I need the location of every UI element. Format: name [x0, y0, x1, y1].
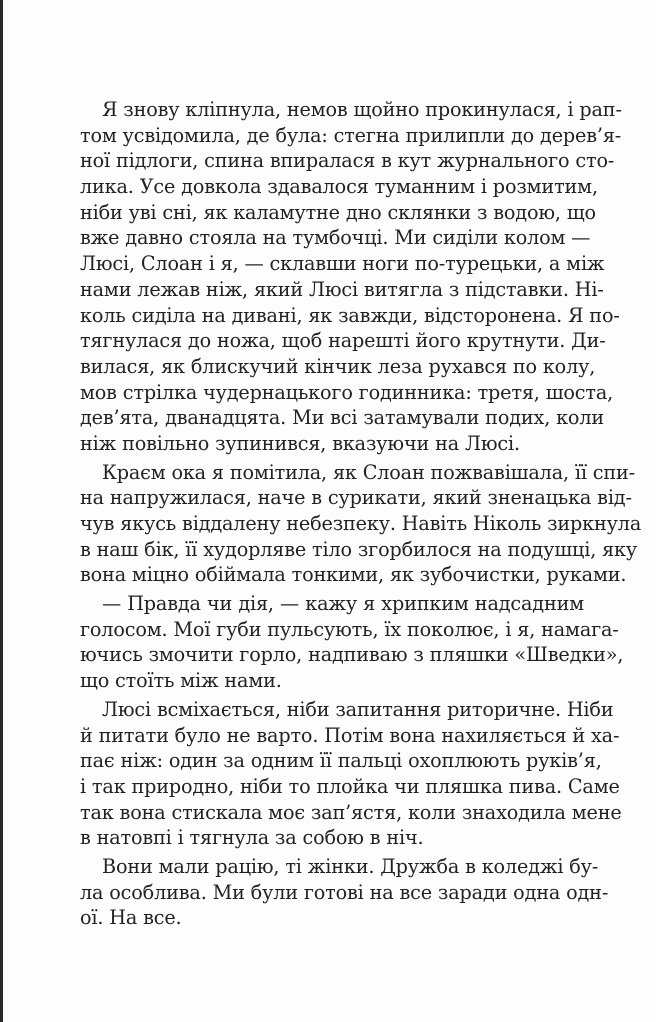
body-text: [80, 97, 642, 934]
text-line: нами лежав ніж, який Люсі витягла з підставки. Ні-: [80, 277, 604, 301]
paragraph: [80, 697, 622, 851]
text-line: Люсі, Слоан і я, — склавши ноги по-турецьки, а між: [80, 252, 605, 276]
text-line: й питати було не варто. Потім вона нахиляється й ха-: [80, 723, 620, 747]
text-line: ніж повільно зупинився, вказуючи на Люсі.: [80, 431, 520, 455]
text-line: вже давно стояла на тумбочці. Ми сиділи колом —: [80, 226, 591, 250]
text-line: вона міцно обіймала тонкими, як зубочистки, руками.: [80, 563, 627, 587]
text-line: Краєм ока я помітила, як Слоан пожвавішала, її спи-: [102, 460, 636, 484]
text-line: що стоїть між нами.: [80, 669, 282, 693]
text-line: Вони мали рацію, ті жінки. Дружба в коледжі бу-: [102, 854, 599, 878]
text-line: мов стрілка чудернацького годинника: третя, шоста,: [80, 380, 614, 404]
paragraph: [80, 591, 624, 694]
text-line: пає ніж: один за одним її пальці охоплюють руків’я,: [80, 749, 602, 773]
paragraph: [80, 460, 642, 588]
text-line: ла особлива. Ми були готові на все заради одна одн-: [80, 880, 609, 904]
text-line: — Правда чи дія, — кажу я хрипким надсадним: [102, 592, 584, 616]
text-line: ніби уві сні, як каламутне дно склянки з водою, що: [80, 200, 596, 224]
paragraph: [80, 854, 609, 931]
text-line: ної підлоги, спина впиралася в кут журнального сто-: [80, 149, 615, 173]
text-line: Люсі всміхається, ніби запитання риторичне. Ніби: [102, 697, 614, 721]
text-line: чув якусь віддалену небезпеку. Навіть Ніколь зиркнула: [80, 512, 642, 535]
text-line: і так природно, ніби то плойка чи пляшка пива. Саме: [80, 774, 620, 798]
text-line: коль сиділа на дивані, як завжди, відсторонена. Я по-: [80, 303, 620, 327]
text-line: лика. Усе довкола здавалося туманним і розмитим,: [80, 175, 598, 199]
text-line: Я знову кліпнула, немов щойно прокинулася, і рап-: [102, 98, 622, 121]
text-line: ючись змочити горло, надпиваю з пляшки «Шведки»,: [80, 643, 624, 667]
text-line: тягнулася до ножа, щоб нарешті його крутнути. Ди-: [80, 329, 606, 353]
text-line: в натовпі і тягнула за собою в ніч.: [80, 826, 424, 850]
text-line: ої. На все.: [80, 906, 182, 930]
page-edge: [0, 0, 3, 1022]
text-line: том усвідомила, де була: стегна прилипли до дерев’я-: [80, 123, 622, 147]
text-line: вилася, як блискучий кінчик леза рухався по колу,: [80, 354, 596, 378]
paragraph: [80, 97, 622, 457]
text-line: дев’ята, дванадцята. Ми всі затамували подих, коли: [80, 406, 605, 430]
text-line: на напружилася, наче в сурикати, який зненацька від-: [80, 486, 632, 510]
text-line: голосом. Мої губи пульсують, їх поколює, і я, намага-: [80, 617, 619, 641]
text-line: в наш бік, її худорляве тіло згорбилося на подушці, яку: [80, 537, 638, 561]
text-line: так вона стискала моє зап’ястя, коли знаходила мене: [80, 800, 622, 824]
